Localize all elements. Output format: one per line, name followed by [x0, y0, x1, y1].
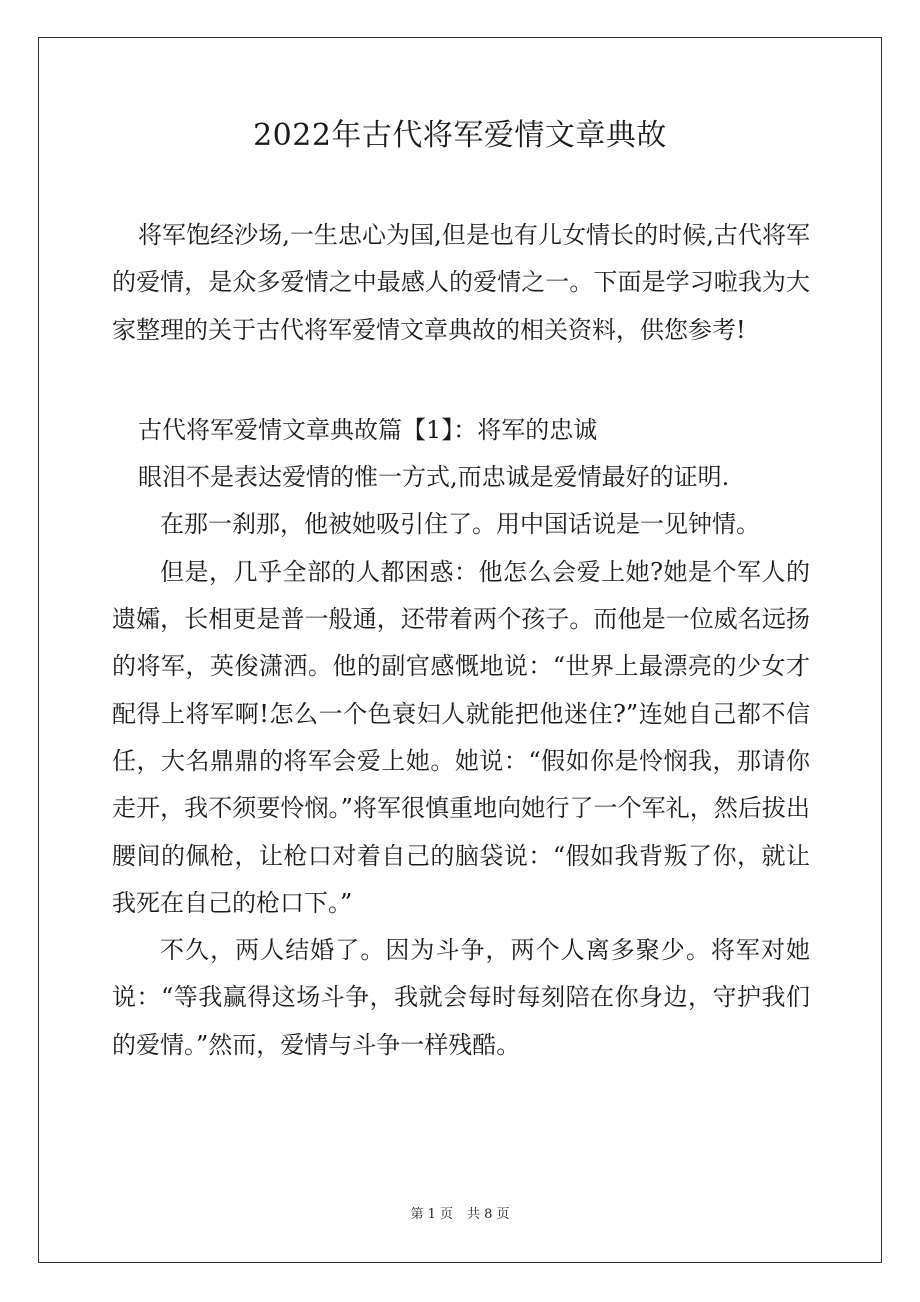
document-title: 2022年古代将军爱情文章典故	[253, 118, 667, 153]
intro-paragraph: 将军饱经沙场,一生忠心为国,但是也有儿女情长的时候,古代将军的爱情，是众多爱情之中最感人的爱情之一。下面是学习啦我为大家整理的关于古代将军爱情文章典故的相关资料，供您参考!	[112, 221, 810, 344]
body-paragraph: 在那一刹那，他被她吸引住了。用中国话说是一见钟情。	[160, 510, 760, 539]
page-total: 共 8 页	[467, 1207, 510, 1222]
page-footer	[0, 1206, 920, 1224]
body-paragraph: 但是，几乎全部的人都困惑：他怎么会爱上她?她是个军人的遗孀，长相更是普一般通，还带着两个孩子。而他是一位威名远扬的将军，英俊潇洒。他的副官感慨地说：“世界上最漂亮的少女才配得上将军啊!怎么一个色衰妇人就能把他迷住?”连她自己都不信任，大名鼎鼎的将军会爱上她。她说：“假如你是怜悯我，那请你走开，我不须要怜悯。”将军很慎重地向她行了一个军礼，然后拔出腰间的佩枪，让枪口对着自己的脑袋说：“假如我背叛了你，就让我死在自己的枪口下。”	[112, 557, 810, 917]
document-body	[112, 212, 810, 1069]
section-gap	[112, 354, 810, 407]
body-paragraph: 不久，两人结婚了。因为斗争，两个人离多聚少。将军对她说：“等我赢得这场斗争，我就会每时每刻陪在你身边，守护我们的爱情。”然而，爱情与斗争一样残酷。	[112, 936, 810, 1059]
lead-sentence: 眼泪不是表达爱情的惟一方式,而忠诚是爱情最好的证明.	[138, 463, 730, 492]
page-number: 第 1 页	[410, 1207, 453, 1222]
section-heading: 古代将军爱情文章典故篇【1】：将军的忠诚	[138, 415, 598, 444]
